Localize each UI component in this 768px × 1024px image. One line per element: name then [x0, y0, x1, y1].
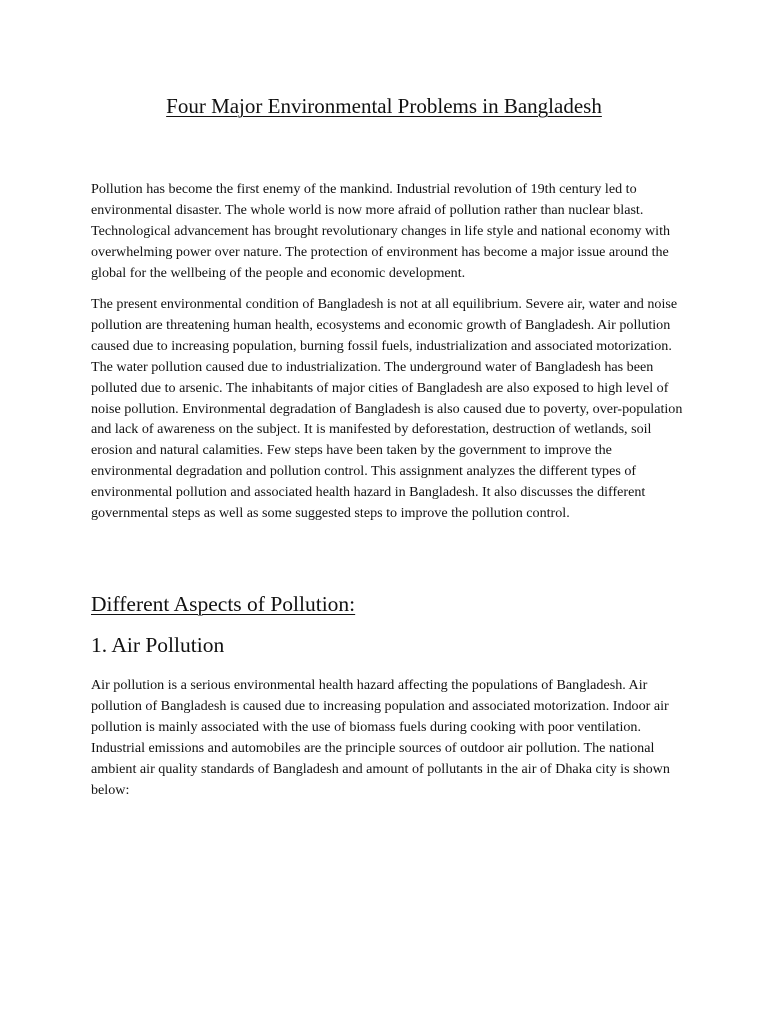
- document-title: [0, 92, 768, 120]
- condition-paragraph: The present environmental condition of Bangladesh is not at all equilibrium. Severe air, water and noise pollution are threatening human health, ecosystems and economic growth of Bangladesh. Air pollution caused due to increasing population, burning fossil fuels, industrialization and associated motorization. The water pollution caused due to industrialization. The underground water of Bangladesh has been polluted due to arsenic. The inhabitants of major cities of Bangladesh are also exposed to high level of noise pollution. Environmental degradation of Bangladesh is also caused due to poverty, over-population and lack of awareness on the subject. It is manifested by deforestation, destruction of wetlands, soil erosion and natural calamities. Few steps have been taken by the government to improve the environmental degradation and pollution control. This assignment analyzes the different types of environmental pollution and associated health hazard in Bangladesh. It also discusses the different governmental steps as well as some suggested steps to improve the pollution control.: [91, 296, 683, 522]
- document-title-text: Four Major Environmental Problems in Bangladesh: [166, 94, 602, 118]
- intro-paragraph: Pollution has become the first enemy of the mankind. Industrial revolution of 19th century led to environmental disaster. The whole world is now more afraid of pollution rather than nuclear blast. Technological advancement has brought revolutionary changes in life style and national economy with overwhelming power over nature. The protection of environment has become a major issue around the global for the wellbeing of the people and economic development.: [91, 181, 671, 281]
- section-heading: [91, 590, 355, 618]
- subsection-heading: 1. Air Pollution: [91, 633, 225, 657]
- air-pollution-paragraph: Air pollution is a serious environmental health hazard affecting the populations of Bangladesh. Air pollution of Bangladesh is caused due to increasing population and associated motorization. Indoor air pollution is mainly associated with the use of biomass fuels during cooking with poor ventilation. Industrial emissions and automobiles are the principle sources of outdoor air pollution. The national ambient air quality standards of Bangladesh and amount of pollutants in the air of Dhaka city is shown below:: [91, 677, 670, 798]
- section-heading-text: Different Aspects of Pollution:: [91, 592, 356, 616]
